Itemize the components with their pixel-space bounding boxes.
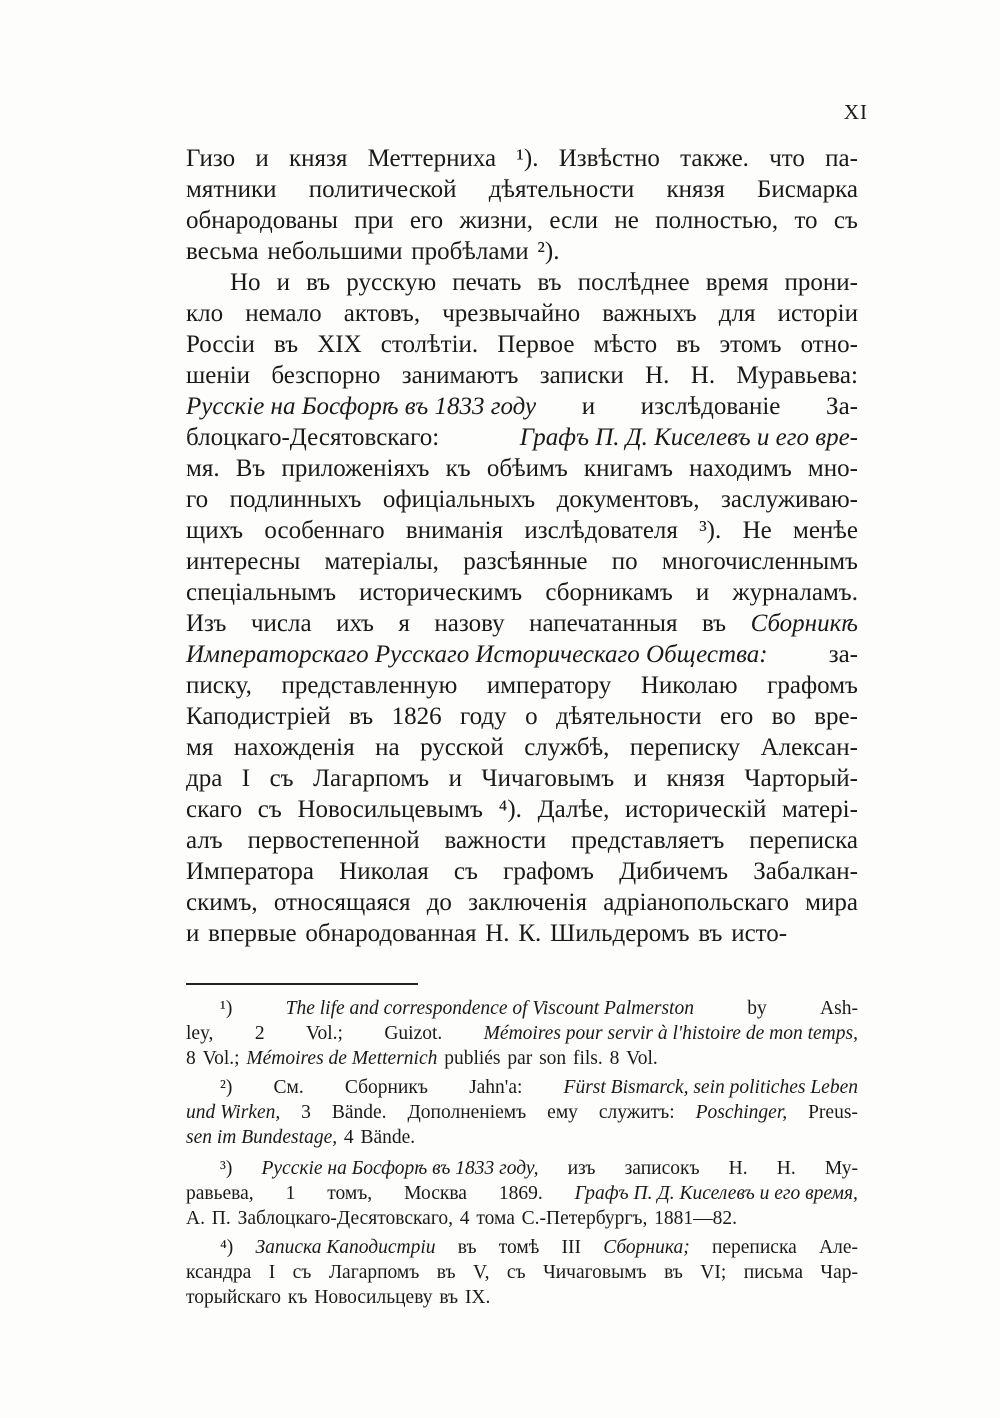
word: обѣимъ [486,455,568,482]
word: Бисмарка [757,176,858,203]
text-line [186,174,858,205]
word: Забалкан- [753,858,858,885]
footnote-separator [186,983,418,985]
word: ⁴) [220,1237,234,1258]
word: историческій [625,796,767,823]
footnote-line [186,1260,858,1285]
word: и [581,393,596,420]
word: къ [445,455,471,482]
word: См. [273,1077,304,1098]
word: и [448,765,462,792]
word: въ [439,1287,459,1308]
word: въ [676,331,701,358]
word: году [460,703,507,730]
word: Извѣстно [558,145,660,172]
word: С.-Петербургъ, [521,1208,648,1229]
word: ксандра [186,1262,252,1283]
word: приложеніяхъ [281,455,430,482]
word: до [426,889,452,916]
text-line [186,608,858,639]
word: кло [186,300,224,327]
word: книгамъ [583,455,673,482]
word: актовъ, [343,300,421,327]
word: па- [825,145,858,172]
word: адріанопольскаго [603,889,789,916]
word: Дополненіемъ [407,1102,527,1123]
word: 1869. [498,1183,543,1204]
word: въ [436,1262,456,1283]
word: впервые [208,920,297,947]
word: Mémoires de Metternich [246,1048,438,1069]
word: Новосильцеву [314,1287,433,1308]
word: П. [211,1208,231,1229]
word: службѣ, [524,734,610,761]
word: Bände. [360,1127,416,1148]
word: заслуживаю- [721,486,858,513]
word: Новосильцевымъ [297,796,483,823]
word: документовъ, [556,486,700,513]
word: политической [308,176,457,203]
word: 2 [254,1023,265,1044]
word: son [539,1048,567,1069]
word: Гизо [186,145,236,172]
word: тома [476,1208,515,1229]
word: томѣ [498,1237,540,1258]
word: XIX [317,331,362,358]
word: Чар- [820,1262,858,1283]
text-line [186,236,858,267]
word: Графъ П. Д. Киселевъ и его вре- [519,424,858,451]
word: и [695,579,710,606]
word: графомъ [503,858,594,885]
word: вниманія [405,517,504,544]
word: для [718,300,756,327]
text-line [186,453,858,484]
word: publiés [444,1048,501,1069]
footnote-line [186,1206,858,1231]
word: назову [434,610,505,637]
word: und Wirken, [186,1102,281,1123]
word: и [633,765,648,792]
word: въ [349,703,374,730]
word: безспорно [271,362,381,389]
word: Vol.; [305,1023,343,1044]
word: Не [742,517,772,544]
word: съ [833,207,858,234]
word: числа [250,610,312,637]
word: Русскіе на Босфорѣ въ 1833 году [186,393,537,420]
footnote-1 [186,996,858,1071]
text-line [186,515,858,546]
word: 4 [343,1127,354,1148]
word: историческимъ [359,579,523,606]
word: блоцкаго-Десятовскаго: [186,424,440,451]
word: съ [292,1262,312,1283]
body-text [186,143,858,949]
word: 1881—82. [654,1208,738,1229]
footnotes [186,996,858,1310]
word: въ [306,269,331,296]
word: Сборникъ [344,1077,428,1098]
word: русскую [346,269,437,296]
word: Далѣе, [537,796,610,823]
word: Mémoires pour servir à l'histoire de mon temps, [483,1023,858,1044]
word: скаго [186,796,243,823]
word: Н. [728,1158,748,1179]
word: о [525,703,538,730]
word: въ [698,920,723,947]
footnote-line [186,1075,858,1100]
page-number: XI [843,100,868,124]
word: обнародованы [186,207,338,234]
text-line [186,205,858,236]
word: Императорскаго Русскаго Историческаго Общества: [186,641,768,668]
word: печать [452,269,522,296]
word: особеннаго [264,517,385,544]
word: За- [826,393,858,420]
word: томъ, [327,1183,373,1204]
word: первостепенной [247,827,420,854]
word: изслѣдованіе [640,393,781,420]
word: Муравьева: [736,362,858,389]
word: Н. [690,362,716,389]
word: мѣсто [593,331,658,358]
word: Guizot. [384,1023,443,1044]
word: Але- [819,1237,858,1258]
word: и [186,920,200,947]
word: Алексан- [760,734,858,761]
word: III [561,1237,582,1258]
word: изъ [567,1158,596,1179]
word: Чичаговымъ [543,1262,647,1283]
text-line [186,143,858,174]
word: Poschinger, [695,1102,788,1123]
word: Изъ [186,610,227,637]
word: Vol. [626,1048,658,1069]
word: Н. [776,1158,796,1179]
word: 1 [285,1183,296,1204]
word: весьма [186,238,259,265]
word: Но [230,269,261,296]
word: Каподистріей [186,703,331,730]
word: сборникамъ [545,579,673,606]
word: ему [547,1102,578,1123]
word: Императора [186,858,314,885]
word: ³) [220,1158,233,1179]
word: въ [274,331,299,358]
word: щихъ [186,517,244,544]
word: матері- [782,796,858,823]
word: Fürst Bismarck, sein politiches Leben [563,1077,858,1098]
word: Му- [824,1158,858,1179]
word: многочисленнымъ [661,548,858,575]
word: служитъ: [598,1102,675,1123]
word: скимъ, [186,889,258,916]
word: го [186,486,209,513]
word: А. [186,1208,205,1229]
text-line [186,639,858,670]
word: нахожденія [233,734,355,761]
word: дѣятельности [555,703,702,730]
footnote-3 [186,1156,858,1231]
word: заключенія [468,889,587,916]
word: писку, [186,672,252,699]
word: изслѣдователя [524,517,678,544]
footnote-line [186,1021,858,1046]
text-line [186,391,858,422]
footnote-4 [186,1235,858,1310]
word: Шильдеромъ [550,920,690,947]
footnote-line [186,1125,858,1150]
word: ⁴). [498,796,522,823]
word: во [771,703,796,730]
word: мя [186,734,214,761]
text-line [186,670,858,701]
word: офиціальныхъ [382,486,536,513]
word: 8 [186,1048,196,1069]
word: ¹). [516,145,539,172]
text-line [186,577,858,608]
word: Графъ П. Д. Киселевъ и его время, [574,1183,858,1204]
word: дра [186,765,223,792]
word: находимъ [689,455,792,482]
word: представляетъ [571,827,725,854]
word: матеріалы, [324,548,439,575]
word: въ [664,1262,683,1283]
word: въ [537,269,562,296]
word: его [409,207,444,234]
word: то [794,207,818,234]
word: дѣятельности [488,176,635,203]
word: чрезвычайно [442,300,581,327]
word: 4 [459,1208,470,1229]
word: спеціальнымъ [186,579,337,606]
word: подлинныхъ [229,486,362,513]
word: Первое [497,331,575,358]
text-line [186,267,858,298]
word: V, [473,1262,490,1283]
word: важности [444,827,547,854]
word: Лагарпомъ [328,1262,420,1283]
text-line [186,546,858,577]
text-line [186,887,858,918]
word: съ [269,765,294,792]
word: немало [245,300,322,327]
word: по [611,548,638,575]
word: интересны [186,548,301,575]
word: Лагарпомъ [313,765,430,792]
text-line [186,856,858,887]
word: Чарторый- [744,765,858,792]
word: за- [828,641,858,668]
word: мира [805,889,858,916]
word: съ [257,796,282,823]
word: его [720,703,754,730]
word: Preus- [808,1102,858,1123]
word: пробѣлами [411,238,529,265]
word: Дибичемъ [619,858,729,885]
word: равьева, [186,1183,254,1204]
word: Сборника; [603,1237,690,1258]
word: время [705,269,769,296]
word: 3 [301,1102,311,1123]
text-line [186,794,858,825]
word: въ [701,610,727,637]
word: и [276,269,291,296]
word: полностью, [655,207,779,234]
word: ¹) [220,998,233,1019]
word: записки [539,362,624,389]
word: графомъ [767,672,858,699]
word: ихъ [336,610,374,637]
word: ³). [699,517,722,544]
word: Меттерниха [367,145,497,172]
word: исто- [731,920,788,947]
footnote-line [186,1235,858,1260]
text-line [186,329,858,360]
text-line [186,298,858,329]
footnote-line [186,1100,858,1125]
word: въ [457,1237,477,1258]
word: этомъ [719,331,782,358]
word: Россіи [186,331,255,358]
word: мно- [807,455,858,482]
text-line [186,484,858,515]
footnote-line [186,1181,858,1206]
word: 8 [609,1048,620,1069]
word: на [375,734,400,761]
word: представленную [281,672,458,699]
word: Ash- [820,998,858,1019]
word: обнародованная [305,920,477,947]
word: Записка Каподистріи [255,1237,436,1258]
word: I [241,765,251,792]
word: Чичаговымъ [481,765,615,792]
word: sen im Bundestage, [186,1127,338,1148]
word: алъ [186,827,223,854]
word: отно- [800,331,858,358]
word: прони- [784,269,858,296]
word: небольшими [267,238,403,265]
word: русской [420,734,504,761]
word: и [255,145,269,172]
text-line [186,360,858,391]
word: напечатанныя [529,610,678,637]
word: при [354,207,394,234]
word: разсѣянные [463,548,588,575]
word: менѣе [793,517,858,544]
word: журналамъ. [732,579,858,606]
word: послѣднее [577,269,690,296]
word: исторіи [777,300,858,327]
word: Николая [339,858,429,885]
word: VI; [700,1262,727,1283]
word: Николаю [640,672,738,699]
word: не [614,207,639,234]
word: относящаяся [273,889,411,916]
word: К. [518,920,542,947]
word: шеніи [186,362,251,389]
word: Въ [235,455,266,482]
text-line [186,701,858,732]
word: торыйскаго [186,1287,282,1308]
text-line [186,732,858,763]
word: Русскіе на Босфорѣ въ 1833 году, [261,1158,539,1179]
word: par [507,1048,533,1069]
word: Москва [404,1183,467,1204]
word: занимаютъ [401,362,519,389]
word: съ [506,1262,526,1283]
word: Н. [485,920,510,947]
word: князя [666,176,725,203]
word: ley, [186,1023,214,1044]
footnote-line [186,996,858,1021]
word: Сборникѣ [750,610,858,637]
word: если [549,207,599,234]
word: IX. [464,1287,491,1308]
word: переписку [629,734,741,761]
word: столѣтіи. [380,331,479,358]
word: жизни, [459,207,534,234]
word: мя. [186,455,220,482]
footnote-line [186,1156,858,1181]
word: The life and correspondence of Viscount Palmerston [285,998,694,1019]
word: I [268,1262,276,1283]
word: Jahn'a: [469,1077,523,1098]
word: письма [743,1262,803,1283]
word: также. [680,145,749,172]
text-line [186,763,858,794]
word: fils. [572,1048,603,1069]
word: князя [666,765,725,792]
word: ²) [220,1077,233,1098]
word: князя [289,145,348,172]
word: что [769,145,805,172]
word: вре- [814,703,858,730]
word: 1826 [391,703,442,730]
word: съ [453,858,478,885]
word: Заблоцкаго-Десятовскаго, [237,1208,453,1229]
text-line [186,825,858,856]
footnote-line [186,1046,858,1071]
text-line [186,422,858,453]
footnote-line [186,1285,858,1310]
word: переписка [749,827,858,854]
word: записокъ [624,1158,700,1179]
word: Н. [645,362,670,389]
word: Bände. [331,1102,387,1123]
word: императору [486,672,612,699]
text-line [186,918,858,949]
word: by [747,998,767,1019]
word: переписка [711,1237,797,1258]
word: Vol.; [202,1048,240,1069]
word: мятники [186,176,277,203]
word: я [398,610,410,637]
footnote-2 [186,1075,858,1150]
word: важныхъ [602,300,697,327]
word: ²). [537,238,560,265]
word: къ [287,1287,308,1308]
